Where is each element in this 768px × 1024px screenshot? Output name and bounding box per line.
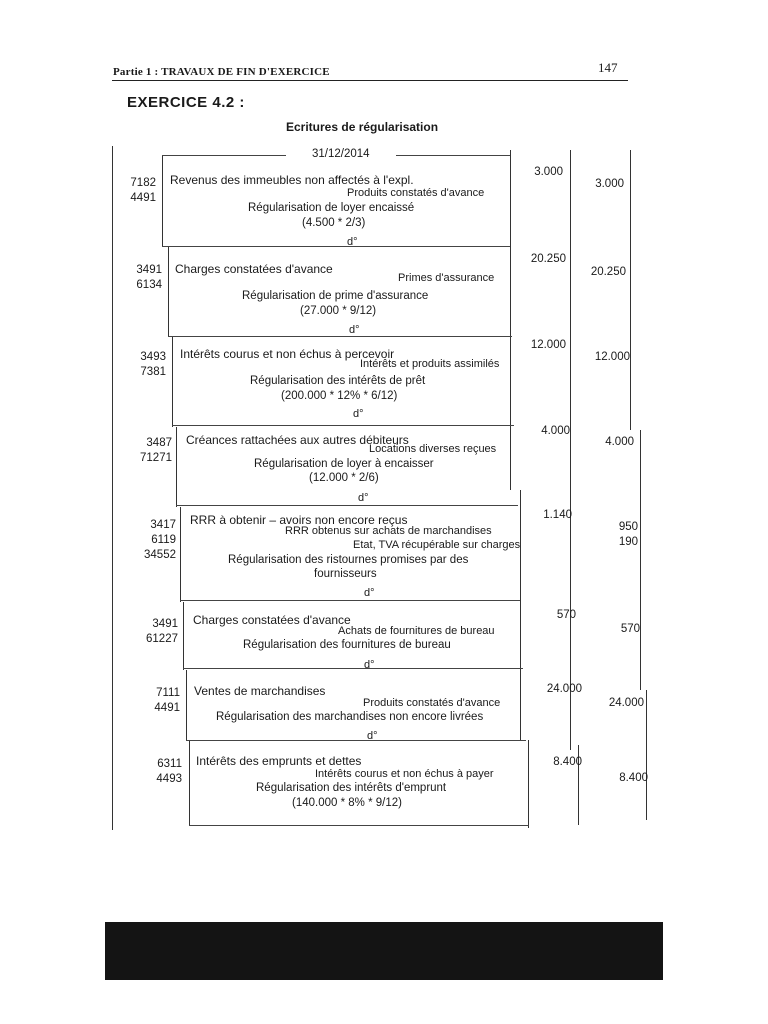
date-rule-left xyxy=(162,155,286,156)
account-number: 3491 xyxy=(152,618,178,630)
entry-4-narration: Régularisation de loyer à encaisser xyxy=(254,458,434,470)
entry-5-accounts xyxy=(126,518,176,563)
account-number: 3491 xyxy=(136,264,162,276)
exercise-subtitle: Ecritures de régularisation xyxy=(286,120,439,134)
separator-6 xyxy=(183,668,523,669)
separator-5 xyxy=(180,600,520,601)
entry-2-narration: Régularisation de prime d'assurance xyxy=(242,290,429,302)
entry-2-credit-label: Primes d'assurance xyxy=(398,272,495,284)
entry-1-credit-label: Produits constatés d'avance xyxy=(347,187,485,199)
separator-4 xyxy=(176,505,518,506)
ditto-mark-1: d° xyxy=(347,236,358,248)
ditto-mark-6: d° xyxy=(364,659,375,671)
account-number: 7111 xyxy=(156,687,180,699)
entry-7-left-rule xyxy=(186,670,187,740)
entry-3-narration: Régularisation des intérêts de prêt xyxy=(250,375,426,387)
ditto-mark-3: d° xyxy=(353,408,364,420)
account-number: 4493 xyxy=(156,773,182,785)
account-number: 3417 xyxy=(150,519,176,531)
entry-7-debit-label: Ventes de marchandises xyxy=(194,684,326,698)
entry-7-credit-amount: 24.000 xyxy=(608,697,644,709)
entry-8-left-rule xyxy=(189,740,190,826)
closing-rule xyxy=(189,825,529,826)
account-number: 61227 xyxy=(146,633,178,645)
ditto-mark-2: d° xyxy=(349,324,360,336)
entry-5-credit-label-2: Etat, TVA récupérable sur charges xyxy=(353,539,521,551)
entry-5-credit-label-1: RRR obtenus sur achats de marchandises xyxy=(285,525,492,537)
entry-6-narration: Régularisation des fournitures de bureau xyxy=(243,639,451,651)
entry-3-calculation: (200.000 * 12% * 6/12) xyxy=(281,390,398,402)
date-rule-right xyxy=(396,155,510,156)
entry-6-accounts xyxy=(130,617,178,647)
entry-2-calculation: (27.000 * 9/12) xyxy=(300,305,377,317)
entry-3-credit-amount: 12.000 xyxy=(594,351,630,363)
entry-4-calculation: (12.000 * 2/6) xyxy=(309,472,379,484)
entry-2-debit-amount: 20.250 xyxy=(530,253,566,265)
entry-8-credit-amount: 8.400 xyxy=(619,772,648,784)
entry-2-left-rule xyxy=(168,247,169,337)
separator-1 xyxy=(162,246,510,247)
running-header: Partie 1 : TRAVAUX DE FIN D'EXERCICE xyxy=(113,66,330,78)
middle-rule-mid xyxy=(520,490,521,740)
entry-8-debit-amount: 8.400 xyxy=(553,756,582,768)
entry-3-left-rule xyxy=(172,337,173,427)
entry-4-debit-amount: 4.000 xyxy=(541,425,570,437)
entry-5-credit-amount-1: 950 xyxy=(618,521,638,533)
entry-4-debit-label: Créances rattachées aux autres débiteurs xyxy=(186,433,409,447)
entry-1-debit-amount: 3.000 xyxy=(534,166,563,178)
middle-rule-lower xyxy=(528,740,529,828)
page-number: 147 xyxy=(598,60,618,75)
entry-3-debit-label: Intérêts courus et non échus à percevoir xyxy=(180,347,395,361)
entry-4-accounts xyxy=(124,436,172,466)
ditto-mark-4: d° xyxy=(358,492,369,504)
entry-3-credit-label: Intérêts et produits assimilés xyxy=(360,358,500,370)
entry-4-credit-amount: 4.000 xyxy=(605,436,634,448)
account-number: 6311 xyxy=(157,758,182,770)
account-number: 34552 xyxy=(144,549,176,561)
entry-8-debit-label: Intérêts des emprunts et dettes xyxy=(196,754,362,768)
separator-7 xyxy=(186,740,526,741)
entry-7-narration: Régularisation des marchandises non encore livrées xyxy=(216,711,484,723)
entry-8-calculation: (140.000 * 8% * 9/12) xyxy=(292,797,402,809)
entry-7-accounts xyxy=(132,686,180,716)
account-number: 3487 xyxy=(146,437,172,449)
account-number: 4491 xyxy=(154,702,180,714)
entry-5-narration: Régularisation des ristournes promises par des xyxy=(228,554,469,566)
entry-4-credit-label: Locations diverses reçues xyxy=(369,443,497,455)
entry-1-left-rule xyxy=(162,155,163,247)
entry-5-debit-amount: 1.140 xyxy=(543,509,572,521)
header-rule xyxy=(112,80,628,81)
right-rule-upper xyxy=(630,150,631,430)
entry-2-credit-amount: 20.250 xyxy=(590,266,626,278)
left-margin-rule xyxy=(112,146,113,830)
account-number: 7182 xyxy=(130,177,156,189)
entry-6-credit-amount: 570 xyxy=(620,623,640,635)
entry-2-accounts xyxy=(116,263,162,293)
entry-8-accounts xyxy=(134,757,182,787)
entry-7-debit-amount: 24.000 xyxy=(546,683,582,695)
account-number: 6119 xyxy=(151,534,176,546)
entry-6-credit-label: Achats de fournitures de bureau xyxy=(338,625,495,637)
right-rule-lower xyxy=(646,690,647,820)
middle-rule-upper xyxy=(510,150,511,490)
entry-6-debit-label: Charges constatées d'avance xyxy=(193,613,351,627)
account-number: 3493 xyxy=(140,351,166,363)
entry-8-credit-label: Intérêts courus et non échus à payer xyxy=(315,768,494,780)
exercise-title: EXERCICE 4.2 : xyxy=(127,94,245,111)
entry-3-accounts xyxy=(120,350,166,380)
ditto-mark-7: d° xyxy=(367,730,378,742)
debit-column-rule xyxy=(570,150,571,750)
entry-5-left-rule xyxy=(180,507,181,602)
entry-1-credit-amount: 3.000 xyxy=(595,178,624,190)
ditto-mark-5: d° xyxy=(364,587,375,599)
right-rule-mid xyxy=(640,430,641,690)
scan-shadow-band xyxy=(105,922,663,980)
entry-6-left-rule xyxy=(183,602,184,670)
entry-8-narration: Régularisation des intérêts d'emprunt xyxy=(256,782,447,794)
entry-5-credit-amount-2: 190 xyxy=(618,536,638,548)
account-number: 4491 xyxy=(130,192,156,204)
separator-2 xyxy=(168,336,512,337)
entry-1-debit-label: Revenus des immeubles non affectés à l'expl. xyxy=(170,173,414,187)
entry-6-debit-amount: 570 xyxy=(556,609,576,621)
entry-1-calculation: (4.500 * 2/3) xyxy=(302,217,366,229)
entry-3-debit-amount: 12.000 xyxy=(530,339,566,351)
entry-5-debit-label: RRR à obtenir – avoirs non encore reçus xyxy=(190,513,408,527)
entry-1-narration: Régularisation de loyer encaissé xyxy=(248,202,415,214)
entry-2-debit-label: Charges constatées d'avance xyxy=(175,262,333,276)
account-number: 71271 xyxy=(140,452,172,464)
entry-4-left-rule xyxy=(176,427,177,507)
entry-1-accounts xyxy=(112,176,156,206)
account-number: 7381 xyxy=(140,366,166,378)
account-number: 6134 xyxy=(136,279,162,291)
separator-3 xyxy=(172,425,514,426)
entry-7-credit-label: Produits constatés d'avance xyxy=(363,697,501,709)
entry-5-narration-line-2: fournisseurs xyxy=(314,568,377,580)
entry-date: 31/12/2014 xyxy=(312,148,370,160)
